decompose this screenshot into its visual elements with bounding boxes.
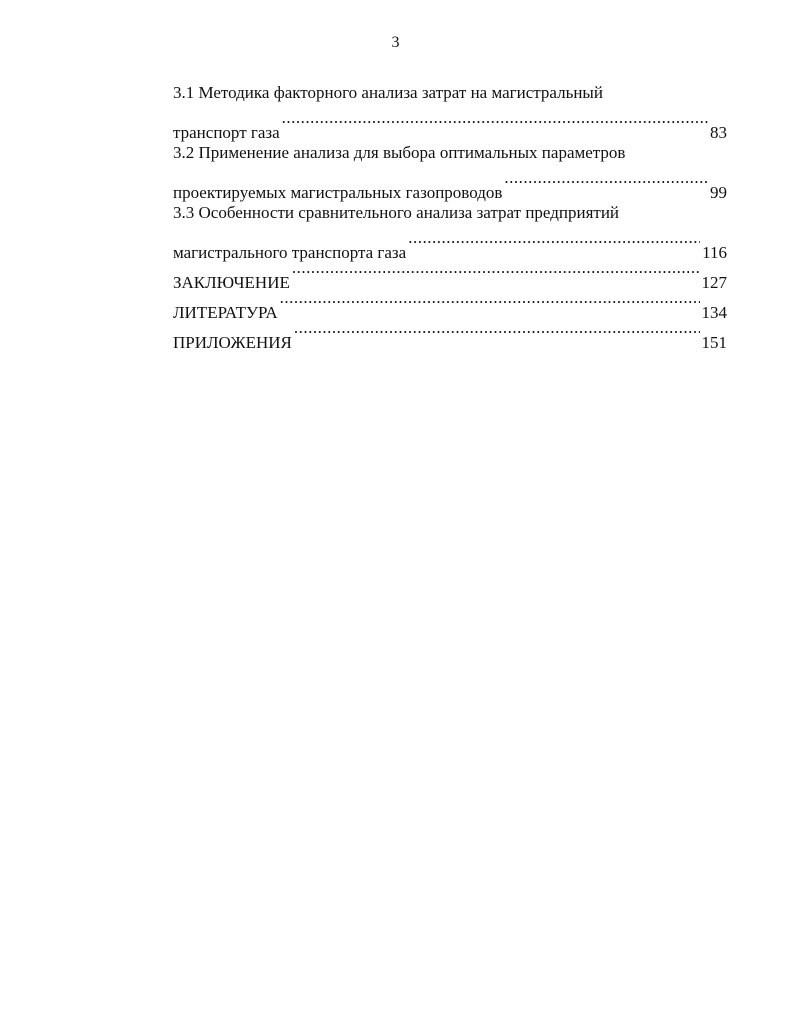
toc-entry-text: 3.1 Методика факторного анализа затрат на магистральный [173,83,603,102]
toc-entry-3-1-heading [173,78,727,108]
dot-leader [282,108,708,138]
toc-page-number: 134 [701,303,727,322]
toc-page-number: 127 [701,273,727,292]
toc-entry-text: 3.2 Применение анализа для выбора оптимальных параметров [173,143,626,162]
toc-entry-3-1 [173,108,727,142]
dot-leader [504,168,708,198]
toc-entry-text: 3.3 Особенности сравнительного анализа затрат предприятий [173,203,620,222]
toc-page-number: 116 [702,243,727,262]
toc-page-number: 99 [710,183,727,202]
dot-leader [294,318,700,348]
dot-leader [292,258,700,288]
dot-leader [408,228,700,258]
toc-entry-3-2 [173,168,727,202]
toc-entry-text: проектируемых магистральных газопроводов [173,183,503,202]
toc-entry-text: транспорт газа [173,123,280,142]
toc-entry-text: ЛИТЕРАТУРА [173,303,278,322]
toc-entry-text: ПРИЛОЖЕНИЯ [173,333,292,352]
toc-page-number: 151 [701,333,727,352]
table-of-contents [173,78,727,352]
toc-page-number: 83 [710,123,727,142]
toc-entry-text: ЗАКЛЮЧЕНИЕ [173,273,290,292]
page-number: 3 [391,34,400,51]
toc-entry-3-3-heading [173,198,727,228]
toc-entry-3-2-heading [173,138,727,168]
toc-entry-3-3 [173,228,727,262]
dot-leader [280,288,700,318]
toc-entry-text: магистрального транспорта газа [173,243,407,262]
